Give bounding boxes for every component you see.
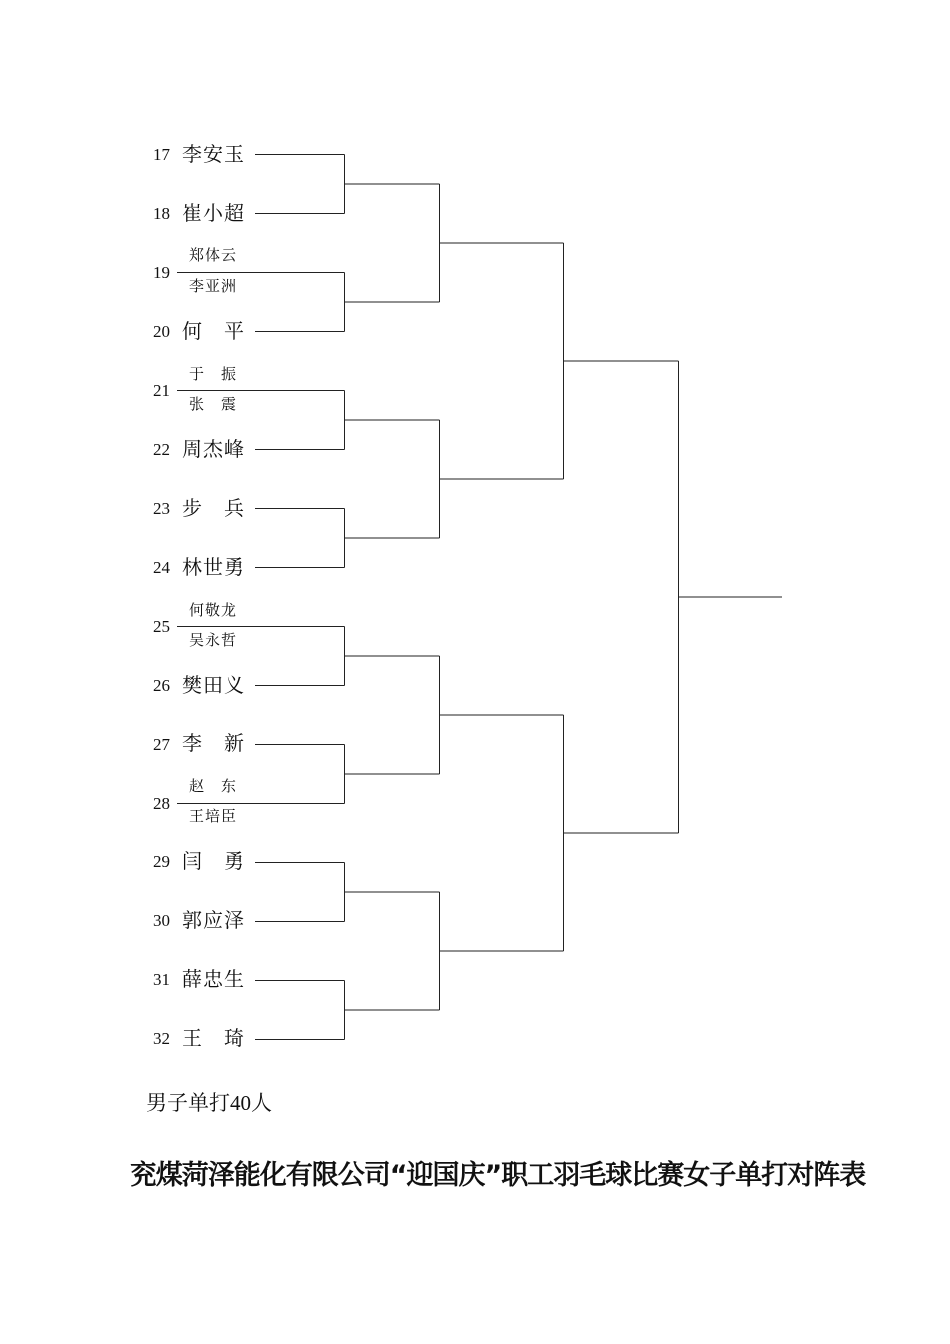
player-name: 王 琦: [182, 1026, 245, 1050]
player-name-upper: 于 振: [189, 365, 238, 383]
seed-number: 28: [153, 794, 170, 813]
bracket-title: 兖煤菏泽能化有限公司“迎国庆”职工羽毛球比赛女子单打对阵表: [129, 1160, 866, 1191]
player-name: 何 平: [182, 319, 245, 343]
player-name: 闫 勇: [182, 849, 245, 873]
seed-number: 21: [153, 381, 170, 400]
seed-number: 23: [153, 499, 170, 518]
player-name-upper: 郑体云: [189, 246, 238, 264]
seed-number: 29: [153, 852, 170, 871]
player-name: 薛忠生: [182, 967, 245, 991]
seed-number: 18: [153, 204, 170, 223]
player-name-lower: 王培臣: [189, 807, 238, 825]
seed-number: 27: [153, 735, 170, 754]
player-name-lower: 吴永哲: [189, 631, 238, 649]
seed-number: 25: [153, 617, 170, 636]
seed-number: 19: [153, 263, 170, 282]
player-name: 周杰峰: [182, 437, 245, 461]
seed-number: 32: [153, 1029, 170, 1048]
player-name: 林世勇: [182, 555, 245, 579]
seed-number: 20: [153, 322, 170, 341]
player-name: 郭应泽: [182, 908, 245, 932]
player-name: 崔小超: [182, 201, 245, 225]
player-name: 李 新: [182, 731, 245, 755]
player-name-upper: 何敬龙: [189, 601, 238, 619]
player-name-lower: 李亚洲: [189, 277, 238, 295]
player-name: 步 兵: [182, 496, 245, 520]
seed-number: 30: [153, 911, 170, 930]
player-name: 樊田义: [182, 673, 245, 697]
seed-number: 26: [153, 676, 170, 695]
mens-singles-caption: 男子单打40人: [146, 1091, 272, 1115]
seed-number: 31: [153, 970, 170, 989]
player-name: 李安玉: [182, 142, 245, 166]
seed-number: 17: [153, 145, 170, 164]
player-name-upper: 赵 东: [189, 777, 238, 795]
seed-number: 22: [153, 440, 170, 459]
seed-number: 24: [153, 558, 170, 577]
player-name-lower: 张 震: [189, 395, 238, 413]
